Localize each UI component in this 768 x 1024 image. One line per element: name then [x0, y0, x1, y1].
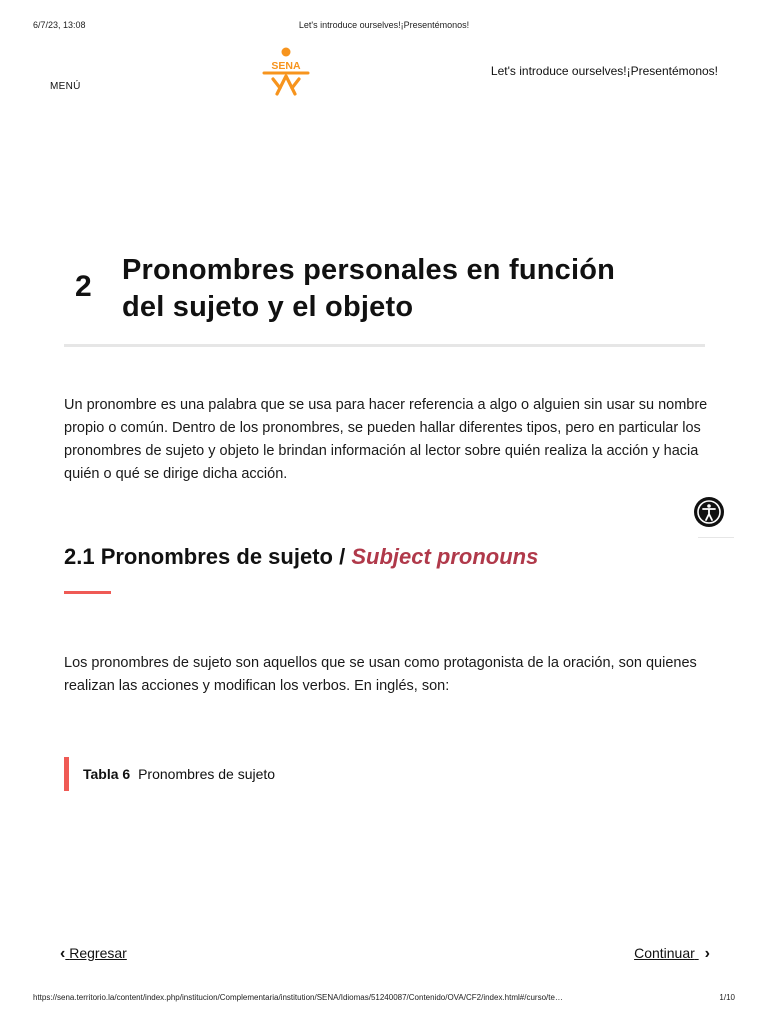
logo-text: SENA — [271, 60, 301, 72]
section-title-line-2: del sujeto y el objeto — [122, 291, 414, 323]
intro-paragraph: Un pronombre es una palabra que se usa para hacer referencia a algo o alguien sin usar su nombre propio o común. Dentro de los pronombres, se pueden hallar diferentes tipos, pero en particular los pronombres de sujeto y objeto le brindan información al lector sobre quién realiza la acción y hacia quién o qué se dirige dicha acción. — [64, 397, 708, 482]
subsection-accent-bar — [64, 591, 111, 594]
sena-logo[interactable] — [261, 46, 311, 96]
chevron-right-icon: › — [704, 945, 710, 962]
section-number: 2 — [75, 270, 92, 303]
section-title-line-1: Pronombres personales en función — [122, 254, 616, 286]
subsection-title — [64, 544, 538, 570]
accessibility-divider — [698, 537, 734, 538]
subsection-separator: / — [339, 544, 346, 569]
chevron-left-icon: ‹ — [60, 945, 66, 962]
sena-logo-icon — [261, 46, 311, 96]
table-caption — [64, 757, 275, 791]
print-datetime: 6/7/23, 13:08 — [33, 20, 86, 30]
table-caption-text: Pronombres de sujeto — [138, 766, 276, 782]
subsection-title-en: Subject pronouns — [351, 544, 539, 569]
print-page-number: 1/10 — [719, 993, 735, 1002]
continue-button[interactable] — [634, 945, 710, 963]
accessibility-icon — [694, 497, 724, 527]
back-label: Regresar — [69, 945, 127, 961]
print-url: https://sena.territorio.la/content/index.php/institucion/Complementaria/institution/SENA/Idiomas/51240087/Contenido/OVA/CF2/index.html#/curso/te… — [33, 993, 563, 1002]
subsection-title-es: 2.1 Pronombres de sujeto — [64, 544, 333, 569]
accessibility-button[interactable] — [694, 497, 724, 527]
course-title: Let's introduce ourselves!¡Presentémonos! — [490, 64, 718, 78]
menu-button[interactable]: MENÚ — [50, 81, 81, 92]
continue-label: Continuar — [634, 945, 695, 961]
section-divider — [64, 344, 705, 347]
back-button[interactable] — [60, 945, 127, 963]
table-caption-label: Tabla 6 — [83, 766, 131, 782]
subsection-paragraph: Los pronombres de sujeto son aquellos que se usan como protagonista de la oración, son quienes realizan las acciones y modifican los verbos. En inglés, son: — [64, 655, 697, 694]
section-title — [122, 252, 722, 326]
print-title: Let's introduce ourselves!¡Presentémonos! — [298, 20, 470, 30]
